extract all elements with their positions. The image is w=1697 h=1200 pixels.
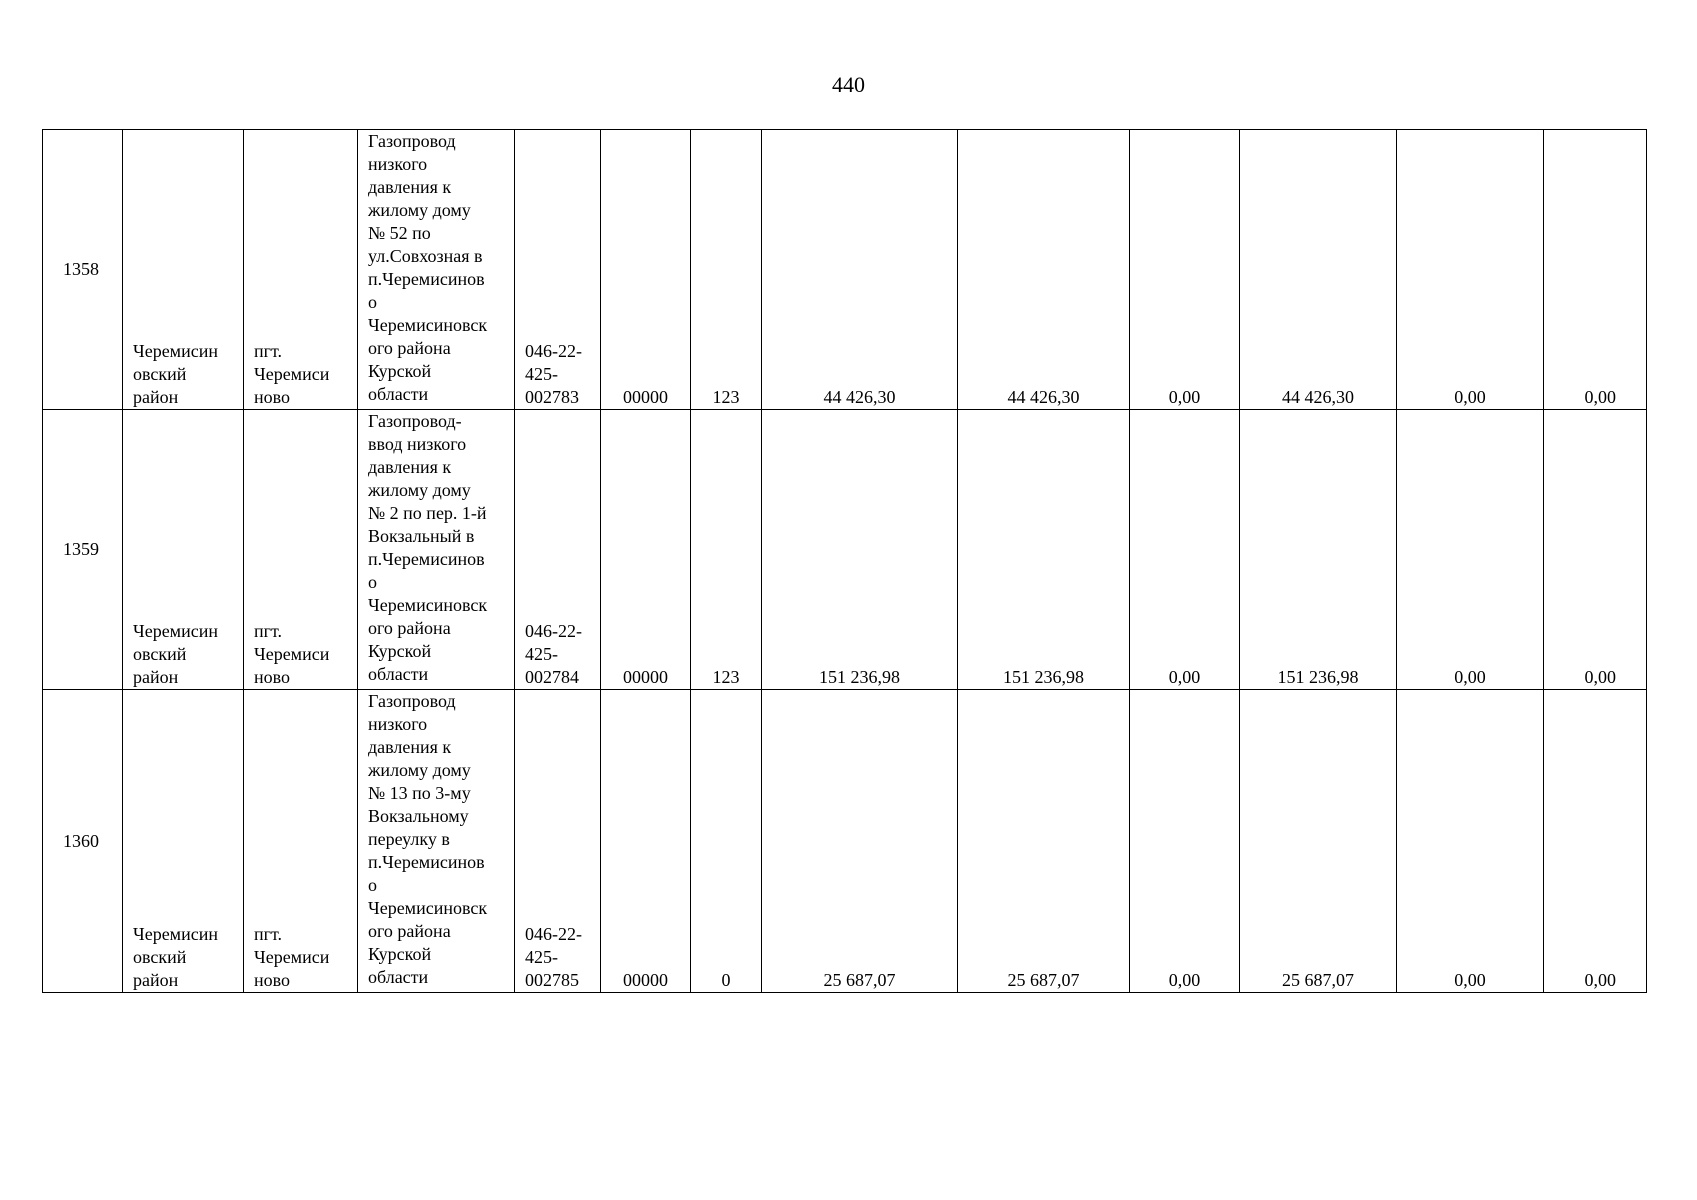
code-cell: 00000	[601, 690, 691, 993]
object-text: Газопровод- ввод низкого давления к жилому дому № 2 по пер. 1-й Вокзальный в п.Черемисинов о Черемисиновск ого района Курской области	[368, 411, 488, 684]
value6-cell: 0,00	[1544, 130, 1647, 410]
registry-table	[42, 129, 1647, 993]
table-row	[43, 410, 1647, 690]
row-number-cell: 1359	[43, 410, 123, 690]
quantity-cell: 0	[691, 690, 762, 993]
value1-cell: 25 687,07	[762, 690, 958, 993]
code-cell: 00000	[601, 410, 691, 690]
code-cell: 00000	[601, 130, 691, 410]
value3-cell: 0,00	[1130, 410, 1240, 690]
value4-cell: 25 687,07	[1240, 690, 1397, 993]
value4-cell: 151 236,98	[1240, 410, 1397, 690]
value1-cell: 151 236,98	[762, 410, 958, 690]
cadastral-text: 046-22- 425- 002785	[525, 924, 582, 990]
value6-cell: 0,00	[1544, 410, 1647, 690]
row-number-cell: 1358	[43, 130, 123, 410]
table-row	[43, 690, 1647, 993]
value1-cell: 44 426,30	[762, 130, 958, 410]
cadastral-cell	[515, 690, 601, 993]
table-row	[43, 130, 1647, 410]
object-cell	[358, 410, 515, 690]
cadastral-text: 046-22- 425- 002783	[525, 341, 582, 407]
value5-cell: 0,00	[1397, 130, 1544, 410]
settlement-text: пгт. Черемиси ново	[254, 341, 330, 407]
settlement-text: пгт. Черемиси ново	[254, 621, 330, 687]
quantity-cell: 123	[691, 410, 762, 690]
district-text: Черемисин овский район	[133, 341, 218, 407]
district-text: Черемисин овский район	[133, 621, 218, 687]
cadastral-cell	[515, 410, 601, 690]
settlement-cell	[244, 410, 358, 690]
object-text: Газопровод низкого давления к жилому дому № 52 по ул.Совхозная в п.Черемисинов о Черемисиновск ого района Курской области	[368, 131, 488, 404]
settlement-cell	[244, 690, 358, 993]
value2-cell: 44 426,30	[958, 130, 1130, 410]
object-cell	[358, 690, 515, 993]
object-text: Газопровод низкого давления к жилому дому № 13 по 3-му Вокзальному переулку в п.Черемисинов о Черемисиновск ого района Курской области	[368, 691, 488, 987]
settlement-cell	[244, 130, 358, 410]
row-number-cell: 1360	[43, 690, 123, 993]
value5-cell: 0,00	[1397, 410, 1544, 690]
value3-cell: 0,00	[1130, 130, 1240, 410]
district-cell	[123, 130, 244, 410]
value5-cell: 0,00	[1397, 690, 1544, 993]
value2-cell: 25 687,07	[958, 690, 1130, 993]
value4-cell: 44 426,30	[1240, 130, 1397, 410]
district-cell	[123, 410, 244, 690]
quantity-cell: 123	[691, 130, 762, 410]
cadastral-text: 046-22- 425- 002784	[525, 621, 582, 687]
value6-cell: 0,00	[1544, 690, 1647, 993]
district-text: Черемисин овский район	[133, 924, 218, 990]
settlement-text: пгт. Черемиси ново	[254, 924, 330, 990]
page-number: 440	[832, 72, 865, 97]
district-cell	[123, 690, 244, 993]
object-cell	[358, 130, 515, 410]
value2-cell: 151 236,98	[958, 410, 1130, 690]
value3-cell: 0,00	[1130, 690, 1240, 993]
cadastral-cell	[515, 130, 601, 410]
